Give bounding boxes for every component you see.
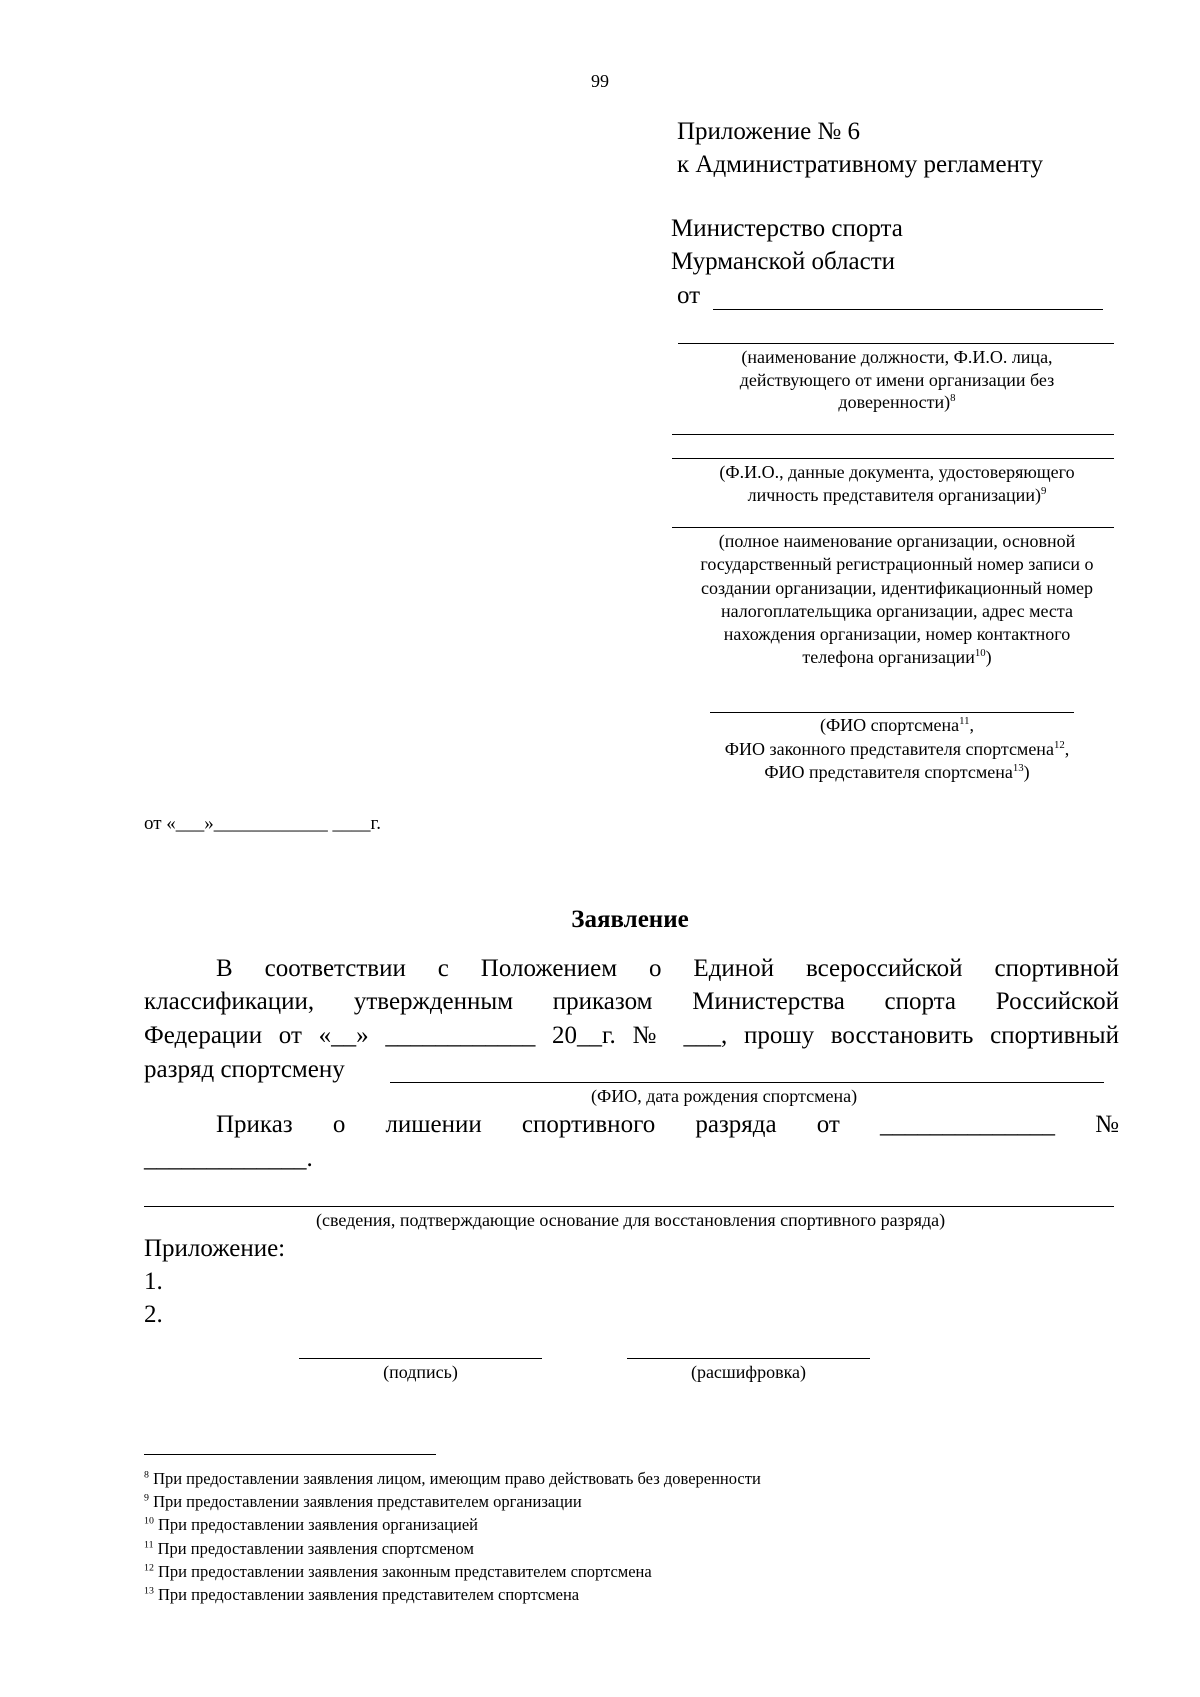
application-date-line[interactable]: от «___»____________ ____г. <box>144 813 381 834</box>
page-number: 99 <box>591 71 609 91</box>
signature-caption: (подпись) <box>383 1362 458 1382</box>
athlete-fill-line[interactable] <box>710 712 1074 713</box>
decode-fill-line[interactable] <box>627 1358 870 1359</box>
caption-org-agent-1: (Ф.И.О., данные документа, удостоверяющего <box>719 462 1075 482</box>
body-p1-line-1: В соответствии с Положением о Единой всероссийской спортивной <box>216 955 1119 982</box>
footnote-ref-8[interactable]: 8 <box>950 392 956 404</box>
attachment-item-1: 1. <box>144 1268 163 1295</box>
footnote-8: $^8$ При предоставлении заявления лицом, имеющим право действовать без доверенности <box>144 1469 761 1488</box>
addressee-line-2: Мурманской области <box>671 248 896 275</box>
caption-org-full-1: (полное наименование организации, основной <box>718 531 1076 551</box>
attachment-item-2: 2. <box>144 1301 163 1328</box>
caption-org-full-4: налогоплательщика организации, адрес места <box>721 601 1073 621</box>
basis-fill-line[interactable] <box>144 1206 1114 1207</box>
basis-caption: (сведения, подтверждающие основание для восстановления спортивного разряда) <box>316 1210 946 1230</box>
footnote-ref-11[interactable]: 11 <box>959 715 970 727</box>
caption-org-agent-2: личность представителя организации)$^9$ <box>747 485 1047 505</box>
addressee-line-1: Министерство спорта <box>671 215 903 242</box>
athlete-name-caption: (ФИО, дата рождения спортсмена) <box>591 1086 858 1106</box>
org-full-fill-line[interactable] <box>672 527 1114 528</box>
caption-athlete-3: ФИО представителя спортсмена$^{13}$) <box>764 762 1030 782</box>
caption-org-full-3: создании организации, идентификационный номер <box>700 578 1094 598</box>
caption-org-full-6: телефона организации$^{10}$) <box>802 647 992 667</box>
body-p1-line-2: классификации, утвержденным приказом Министерства спорта Российской <box>144 988 1119 1015</box>
caption-org-full-2: государственный регистрационный номер записи о <box>700 554 1094 574</box>
org-agent-fill-line-2[interactable] <box>672 458 1114 459</box>
footnote-11: $^{11}$ При предоставлении заявления спортсменом <box>144 1539 474 1558</box>
footnote-separator <box>144 1454 436 1455</box>
footnote-13: $^{13}$ При предоставлении заявления представителем спортсмена <box>144 1585 580 1604</box>
caption-org-full-5: нахождения организации, номер контактного <box>723 624 1071 644</box>
from-fill-line[interactable] <box>713 309 1103 310</box>
footnote-9: $^9$ При предоставлении заявления представителем организации <box>144 1492 582 1511</box>
caption-athlete-1: (ФИО спортсмена$^{11}$, <box>819 715 975 735</box>
body-p1-line-4-label: разряд спортсмену <box>144 1056 345 1083</box>
annex-title: Приложение № 6 <box>677 118 861 145</box>
footnote-ref-9[interactable]: 9 <box>1040 485 1047 497</box>
caption-athlete-2: ФИО законного представителя спортсмена$^{12}$, <box>724 739 1070 759</box>
caption-org-rep-3: доверенности)$^8$ <box>838 392 956 412</box>
body-p2-line-2[interactable]: _____________. <box>144 1145 313 1172</box>
footnote-ref-10[interactable]: 10 <box>974 647 986 659</box>
attachment-label: Приложение: <box>144 1235 286 1262</box>
body-p2-line-1: Приказ о лишении спортивного разряда от ______________ № <box>216 1111 1119 1138</box>
footnote-ref-12[interactable]: 12 <box>1053 739 1065 751</box>
footnote-12: $^{12}$ При предоставлении заявления законным представителем спортсмена <box>144 1562 652 1581</box>
annex-subtitle: к Административному регламенту <box>677 151 1044 178</box>
document-title: Заявление <box>571 906 689 933</box>
footnote-ref-13[interactable]: 13 <box>1012 762 1024 774</box>
athlete-name-fill-line[interactable] <box>390 1082 1104 1083</box>
org-agent-fill-line-1[interactable] <box>672 434 1114 435</box>
body-p1-line-3: Федерации от «__» ____________ 20__г. № ___, прошу восстановить спортивный <box>144 1022 1119 1049</box>
footnote-10: $^{10}$ При предоставлении заявления организацией <box>144 1515 479 1534</box>
decode-caption: (расшифровка) <box>690 1362 807 1382</box>
org-rep-fill-line[interactable] <box>678 343 1114 344</box>
caption-org-rep-2: действующего от имени организации без <box>739 370 1055 390</box>
signature-fill-line[interactable] <box>299 1358 542 1359</box>
caption-org-rep-1: (наименование должности, Ф.И.О. лица, <box>741 347 1053 367</box>
from-label: от <box>677 282 701 309</box>
